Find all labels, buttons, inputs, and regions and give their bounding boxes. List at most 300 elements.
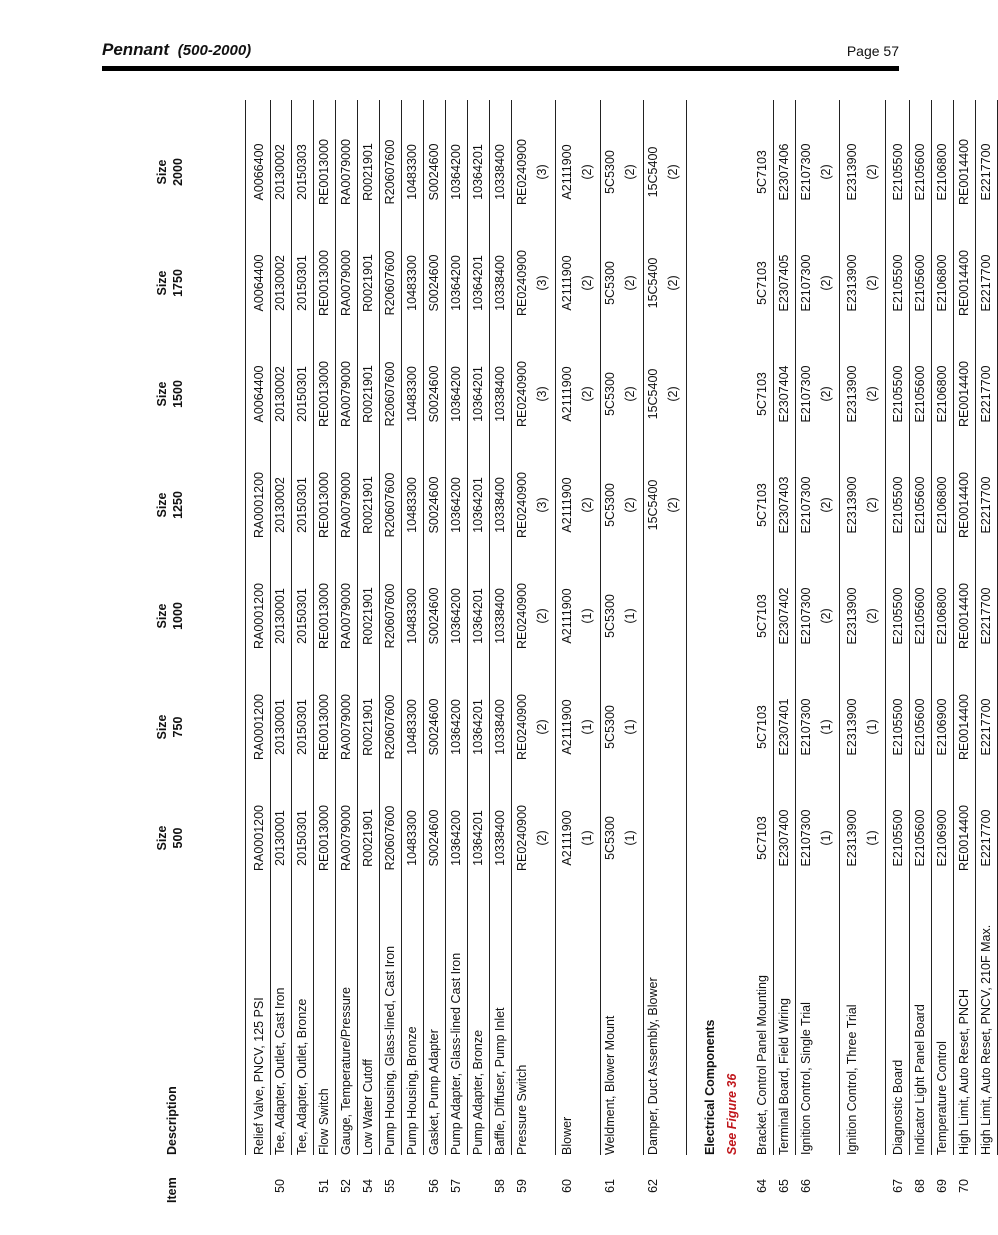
quantity: (3) [535,386,549,402]
part-number: 10483300 [405,699,419,755]
part-number: E2307404 [777,365,791,423]
part-number: 10483300 [405,477,419,533]
part-number: E2106800 [935,587,949,645]
row-divider [839,100,840,1155]
brand-name: Pennant [102,40,170,59]
part-number: RE0014400 [957,582,971,650]
part-number: RE0013000 [317,249,331,317]
size-col-header: Size [155,270,169,296]
part-number: 5C7103 [755,705,769,749]
quantity: (2) [623,497,637,513]
part-number: RE0240900 [515,693,529,761]
part-number: E2107300 [799,476,813,534]
part-number: E2307406 [777,143,791,201]
part-number: E2105600 [913,476,927,534]
part-number: 20150301 [295,810,309,866]
part-number: RA0079000 [339,582,353,650]
part-number: 5C7103 [755,372,769,416]
item-number: 55 [383,1179,397,1193]
table-row [269,100,291,1203]
parts-table [100,100,993,1203]
part-number: E2107300 [799,143,813,201]
table-row [423,100,445,1203]
part-number: R0021901 [361,698,375,756]
part-description: Weldment, Blower Mount [603,1015,617,1155]
part-number: E2105500 [891,143,905,201]
quantity: (2) [580,275,594,291]
part-number: E2313900 [845,698,859,756]
part-number: 10338400 [493,588,507,644]
table-row [489,100,511,1203]
part-number: 5C7103 [755,261,769,305]
part-number: R20607600 [383,361,397,427]
size-col-header: Size [155,825,169,851]
item-number: 68 [913,1179,927,1193]
part-number: 5C5300 [603,816,617,860]
quantity: (2) [535,608,549,624]
quantity: (2) [865,275,879,291]
quantity: (2) [819,386,833,402]
part-number: RA0079000 [339,804,353,872]
part-number: E2106800 [935,476,949,534]
part-number: 10364200 [449,810,463,866]
table-row [599,100,643,1203]
part-number: 20150301 [295,699,309,755]
part-number: E2313900 [845,143,859,201]
part-number: 10364201 [471,366,485,422]
part-number: E2105500 [891,365,905,423]
item-number: 67 [891,1179,905,1193]
table-row [401,100,423,1203]
part-number: 5C7103 [755,150,769,194]
quantity: (1) [819,830,833,846]
item-number: 56 [427,1179,441,1193]
part-number: 20130001 [273,810,287,866]
part-number: 5C5300 [603,594,617,638]
part-description: Baffle, Diffuser, Pump Inlet [493,1007,507,1155]
part-number: RA0079000 [339,249,353,317]
part-number: A2111900 [560,255,574,311]
part-number: RA0001200 [252,804,266,872]
part-number: R0021901 [361,476,375,534]
item-number: 50 [273,1179,287,1193]
part-number: A2111900 [560,699,574,755]
part-number: 10364201 [471,810,485,866]
size-col-header: Size [155,159,169,185]
part-number: E2217700 [979,476,993,534]
part-number: S0024600 [427,365,441,423]
part-number: 20150301 [295,255,309,311]
size-col-header: Size [155,381,169,407]
part-number: 20150303 [295,144,309,200]
size-col-value: 1000 [171,602,185,630]
part-number: 5C7103 [755,483,769,527]
part-number: 10338400 [493,699,507,755]
page-number: Page 57 [846,43,899,59]
page-header [102,40,899,62]
item-number: 51 [317,1179,331,1193]
part-number: S0024600 [427,587,441,645]
part-number: 5C5300 [603,483,617,527]
part-number: R0021901 [361,365,375,423]
quantity: (2) [580,386,594,402]
table-row [975,100,997,1203]
part-number: R20607600 [383,139,397,205]
part-description: Diagnostic Board [891,1059,905,1155]
part-description: Ignition Control, Single Trial [799,1002,813,1155]
table-row [841,100,885,1203]
part-number: RA0079000 [339,360,353,428]
part-number: E2106800 [935,254,949,312]
part-number: 15C5400 [646,257,660,309]
item-number: 58 [493,1179,507,1193]
table-row [248,100,270,1203]
part-number: E2105500 [891,254,905,312]
part-number: S0024600 [427,809,441,867]
part-number: E2105500 [891,698,905,756]
part-number: RA0001200 [252,471,266,539]
part-description: Gasket, Pump Adapter [427,1029,441,1155]
quantity: (2) [865,164,879,180]
part-number: RA0079000 [339,471,353,539]
part-number: RE0013000 [317,582,331,650]
part-number: 10483300 [405,810,419,866]
part-number: A0064400 [252,365,266,423]
part-number: RE0240900 [515,138,529,206]
part-number: A2111900 [560,366,574,422]
quantity: (2) [666,275,680,291]
part-number: 10364201 [471,255,485,311]
item-number: 59 [515,1179,529,1193]
size-col-value: 1500 [171,380,185,408]
item-number: 61 [603,1179,617,1193]
quantity: (2) [819,275,833,291]
table-row [953,100,975,1203]
quantity: (2) [535,719,549,735]
quantity: (2) [623,164,637,180]
part-description: Pump Housing, Glass-lined, Cast Iron [383,945,397,1155]
table-row [931,100,953,1203]
part-description: Pressure Switch [515,1064,529,1155]
part-number: 15C5400 [646,368,660,420]
row-divider [885,100,886,1155]
quantity: (2) [865,608,879,624]
part-number: A2111900 [560,477,574,533]
part-number: 10364201 [471,699,485,755]
size-col-value: 1750 [171,269,185,297]
table-row [467,100,489,1203]
part-description: Pump Housing, Bronze [405,1026,419,1155]
part-number: 10364200 [449,588,463,644]
part-number: 15C5400 [646,146,660,198]
quantity: (1) [819,719,833,735]
part-number: 10483300 [405,366,419,422]
item-number: 70 [957,1179,971,1193]
model-range: (500-2000) [177,42,252,59]
part-number: R0021901 [361,587,375,645]
part-description: Pump Adapter, Bronze [471,1029,485,1155]
part-number: 10364201 [471,144,485,200]
size-col-value: 2000 [171,158,185,186]
part-description: Flow Switch [317,1088,331,1155]
item-number: 69 [935,1179,949,1193]
part-number: 20150301 [295,588,309,644]
part-number: R20607600 [383,805,397,871]
part-number: E2105600 [913,254,927,312]
part-number: E2307405 [777,254,791,312]
part-number: E2217700 [979,365,993,423]
part-number: RE0013000 [317,804,331,872]
part-description: Ignition Control, Three Trial [845,1004,859,1155]
part-number: RE0014400 [957,471,971,539]
quantity: (1) [623,830,637,846]
part-description: Gauge, Temperature/Pressure [339,987,353,1155]
part-number: RE0240900 [515,471,529,539]
quantity: (3) [535,275,549,291]
quantity: (2) [623,275,637,291]
part-description: Temperature Control [935,1041,949,1155]
part-number: E2313900 [845,809,859,867]
part-number: R20607600 [383,583,397,649]
part-number: 5C5300 [603,150,617,194]
row-divider [686,100,687,1155]
header-rule [102,66,899,71]
item-number: 64 [755,1179,769,1193]
quantity: (1) [580,608,594,624]
part-number: E2107300 [799,587,813,645]
part-number: S0024600 [427,254,441,312]
quantity: (2) [580,164,594,180]
part-number: A2111900 [560,144,574,200]
table-row [511,100,555,1203]
part-number: E2217700 [979,698,993,756]
part-number: E2107300 [799,254,813,312]
table-row [909,100,931,1203]
quantity: (1) [623,719,637,735]
part-number: E2106800 [935,143,949,201]
quantity: (2) [666,164,680,180]
part-number: RE0240900 [515,360,529,428]
item-number: 60 [560,1179,574,1193]
quantity: (3) [535,164,549,180]
part-number: S0024600 [427,143,441,201]
part-number: 10364201 [471,477,485,533]
part-description: Tee, Adapter, Outlet, Bronze [295,998,309,1155]
quantity: (2) [623,386,637,402]
part-number: 20130002 [273,477,287,533]
part-number: A0066400 [252,143,266,201]
item-number: 57 [449,1179,463,1193]
part-number: RA0001200 [252,582,266,650]
part-number: RE0013000 [317,138,331,206]
item-col-header: Item [165,1177,179,1203]
part-number: E2105500 [891,587,905,645]
part-number: 10364200 [449,477,463,533]
header-divider [245,100,246,1155]
quantity: (1) [623,608,637,624]
item-number: 54 [361,1179,375,1193]
table-row [291,100,313,1203]
part-number: 20130002 [273,144,287,200]
quantity: (2) [865,497,879,513]
part-number: E2217700 [979,809,993,867]
part-number: E2107300 [799,809,813,867]
table-row [379,100,401,1203]
part-description: Tee, Adapter, Outlet, Cast Iron [273,987,287,1155]
quantity: (1) [865,719,879,735]
part-number: 10338400 [493,255,507,311]
quantity: (1) [580,830,594,846]
part-number: 5C5300 [603,261,617,305]
part-number: S0024600 [427,698,441,756]
table-row [773,100,795,1203]
part-number: E2313900 [845,587,859,645]
item-number: 52 [339,1179,353,1193]
table-row [556,100,600,1203]
part-number: 10338400 [493,810,507,866]
part-number: E2307402 [777,587,791,645]
quantity: (2) [666,386,680,402]
table-row [313,100,335,1203]
part-number: RE0014400 [957,138,971,206]
part-number: R0021901 [361,143,375,201]
part-number: RE0013000 [317,471,331,539]
part-number: E2105600 [913,587,927,645]
part-number: RA0001200 [252,693,266,761]
description-col-header: Description [165,1086,179,1155]
part-description: Low Water Cutoff [361,1059,375,1155]
quantity: (2) [819,164,833,180]
brand-title [102,40,251,60]
part-number: E2217700 [979,254,993,312]
part-number: 10364200 [449,255,463,311]
part-number: RE0240900 [515,249,529,317]
part-number: 5C7103 [755,594,769,638]
size-col-header: Size [155,492,169,518]
part-number: R20607600 [383,472,397,538]
part-number: 10338400 [493,477,507,533]
size-col-value: 500 [171,827,185,849]
part-number: 20130001 [273,588,287,644]
quantity: (2) [666,497,680,513]
quantity: (2) [580,497,594,513]
part-description: Relief Valve, PNCV, 125 PSI [252,997,266,1155]
part-description: Indicator Light Panel Board [913,1004,927,1155]
part-number: S0024600 [427,476,441,534]
part-number: R20607600 [383,250,397,316]
part-number: 10483300 [405,144,419,200]
part-description: Terminal Board, Field Wiring [777,998,791,1155]
part-number: RE0013000 [317,693,331,761]
table-row [642,100,686,1203]
part-number: 5C7103 [755,816,769,860]
part-description: High Limit, Auto Reset, PNCV, 210F Max. [979,924,993,1155]
item-number: 66 [799,1179,813,1193]
part-description: Pump Adapter, Glass-lined Cast Iron [449,952,463,1155]
quantity: (1) [865,830,879,846]
part-number: 10338400 [493,144,507,200]
part-number: E2106900 [935,698,949,756]
part-number: E2105600 [913,698,927,756]
part-number: E2105600 [913,809,927,867]
size-col-value: 1250 [171,491,185,519]
part-number: E2313900 [845,476,859,534]
part-number: R0021901 [361,254,375,312]
table-row [335,100,357,1203]
part-number: 20150301 [295,366,309,422]
part-number: E2307401 [777,698,791,756]
size-col-header: Size [155,714,169,740]
part-number: A0064400 [252,254,266,312]
section-title: Electrical Components [703,1019,717,1155]
part-number: RE0013000 [317,360,331,428]
part-number: E2106900 [935,809,949,867]
item-number: 62 [646,1179,660,1193]
part-number: 10483300 [405,255,419,311]
part-number: R0021901 [361,809,375,867]
item-number: 65 [777,1179,791,1193]
table-row [357,100,379,1203]
part-number: 10483300 [405,588,419,644]
size-col-value: 750 [171,716,185,738]
part-number: 5C5300 [603,372,617,416]
part-number: 20150301 [295,477,309,533]
quantity: (2) [535,830,549,846]
part-number: RE0240900 [515,582,529,650]
part-number: E2307403 [777,476,791,534]
part-number: 10364201 [471,588,485,644]
part-number: RE0014400 [957,804,971,872]
part-number: E2217700 [979,143,993,201]
part-number: E2217700 [979,587,993,645]
part-number: E2107300 [799,698,813,756]
part-description: Blower [560,1116,574,1155]
part-number: RE0014400 [957,249,971,317]
part-number: 15C5400 [646,479,660,531]
part-number: RE0014400 [957,360,971,428]
part-number: A2111900 [560,810,574,866]
part-number: E2105500 [891,476,905,534]
table-row [445,100,467,1203]
part-number: E2105600 [913,143,927,201]
quantity: (2) [819,497,833,513]
part-description: High Limit, Auto Reset, PNCH [957,988,971,1155]
part-number: RE0014400 [957,693,971,761]
quantity: (2) [865,386,879,402]
part-number: 20130001 [273,699,287,755]
part-number: RA0079000 [339,693,353,761]
part-number: RE0240900 [515,804,529,872]
part-number: E2313900 [845,365,859,423]
table-row [751,100,773,1203]
part-number: E2105600 [913,365,927,423]
part-number: E2307400 [777,809,791,867]
part-number: 10364200 [449,144,463,200]
section-subtitle: See Figure 36 [725,1073,739,1155]
part-number: 20130002 [273,255,287,311]
part-number: 20130002 [273,366,287,422]
part-number: E2107300 [799,365,813,423]
part-description: Damper, Duct Assembly, Blower [646,977,660,1155]
part-number: A2111900 [560,588,574,644]
quantity: (2) [819,608,833,624]
part-number: 5C5300 [603,705,617,749]
part-description: Bracket, Control Panel Mounting [755,975,769,1155]
quantity: (3) [535,497,549,513]
part-number: E2313900 [845,254,859,312]
part-number: E2105500 [891,809,905,867]
size-col-header: Size [155,603,169,629]
